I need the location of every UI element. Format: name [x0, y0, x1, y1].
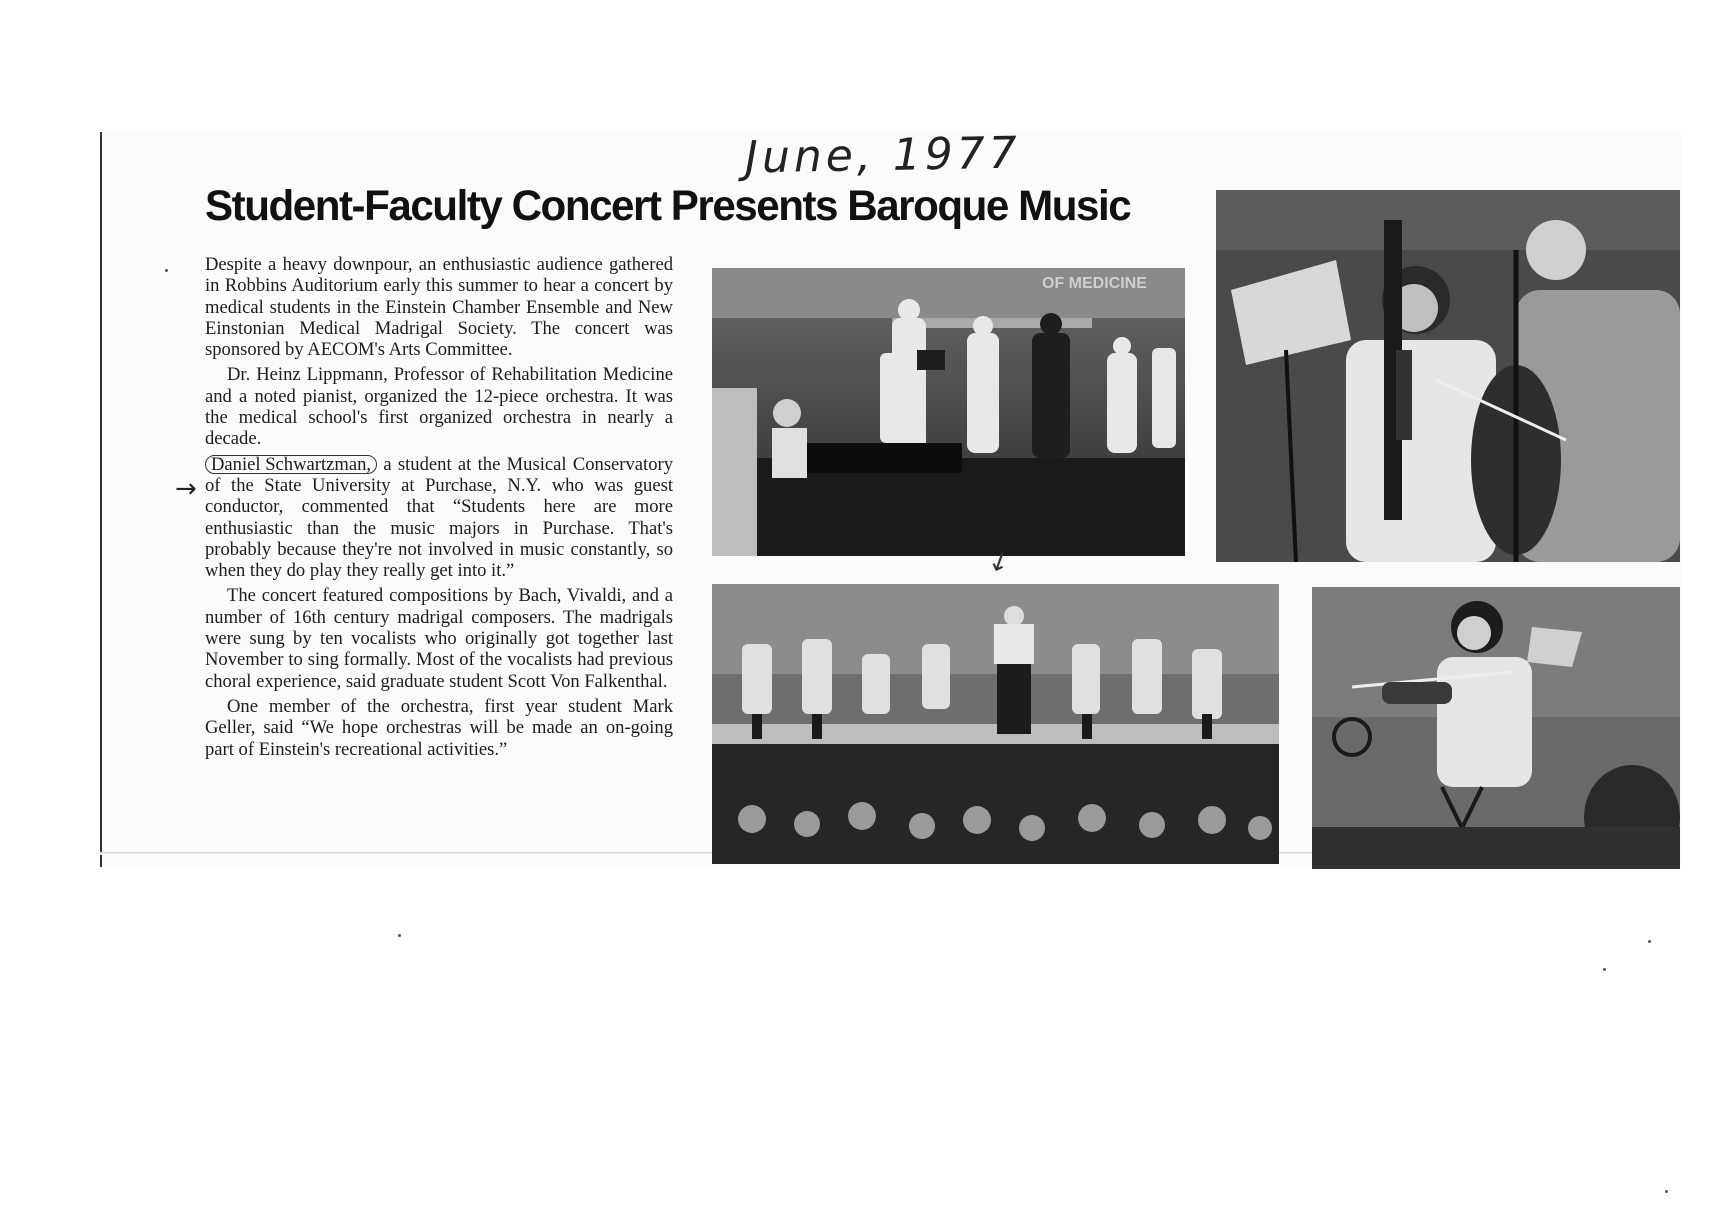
photo-choir-with-pianist: [712, 268, 1185, 556]
scan-speck: [398, 934, 401, 937]
scan-speck: [165, 269, 168, 272]
headline: Student-Faculty Concert Presents Baroque Music: [205, 182, 1131, 230]
scan-speck: [1603, 968, 1606, 971]
handwritten-date: June, 1977: [744, 127, 1022, 184]
article-paragraph: [205, 454, 673, 582]
wall-lettering: OF MEDICINE: [1042, 275, 1147, 292]
article-paragraph: Despite a heavy downpour, an enthusiastic audience gathered in Robbins Auditorium early this summer to hear a concert by medical students in the Einstein Chamber Ensemble and New Einstonian Medical Madrigal Society. The concert was sponsored by AECOM's Arts Committee.: [205, 254, 673, 361]
handwritten-arrow-icon: →: [175, 474, 197, 504]
circled-name: Daniel Schwartzman,: [205, 455, 377, 474]
photo-orchestra-and-audience: [712, 584, 1279, 864]
article-paragraph: One member of the orchestra, first year student Mark Geller, said “We hope orchestras will be made an on-going part of Einstein's recreational activities.”: [205, 695, 673, 760]
handwritten-arrow-icon: ↓: [983, 545, 1015, 581]
photo-violinist: [1312, 587, 1680, 869]
scan-speck: [1648, 940, 1651, 943]
article-paragraph-text: a student at the Musical Conservatory of the State University at Purchase, N.Y. who was guest conductor, commented that “Students here are more enthusiastic than the music majors in Purchase. That's probably because they're not involved in music constantly, so when they do play they really get into it.”: [205, 453, 673, 582]
article-paragraph: Dr. Heinz Lippmann, Professor of Rehabilitation Medicine and a noted pianist, organized the 12-piece orchestra. It was the medical school's first organized orchestra in nearly a decade.: [205, 364, 673, 450]
photo-bassoon-and-cello-players: [1216, 190, 1680, 562]
scan-speck: [1665, 1190, 1668, 1193]
article-paragraph: The concert featured compositions by Bach, Vivaldi, and a number of 16th century madrigal composers. The madrigals were sung by ten vocalists who originally got together last November to sing formally. Most of the vocalists had previous choral experience, said graduate student Scott Von Falkenthal.: [205, 585, 673, 692]
article-body: [205, 254, 673, 805]
